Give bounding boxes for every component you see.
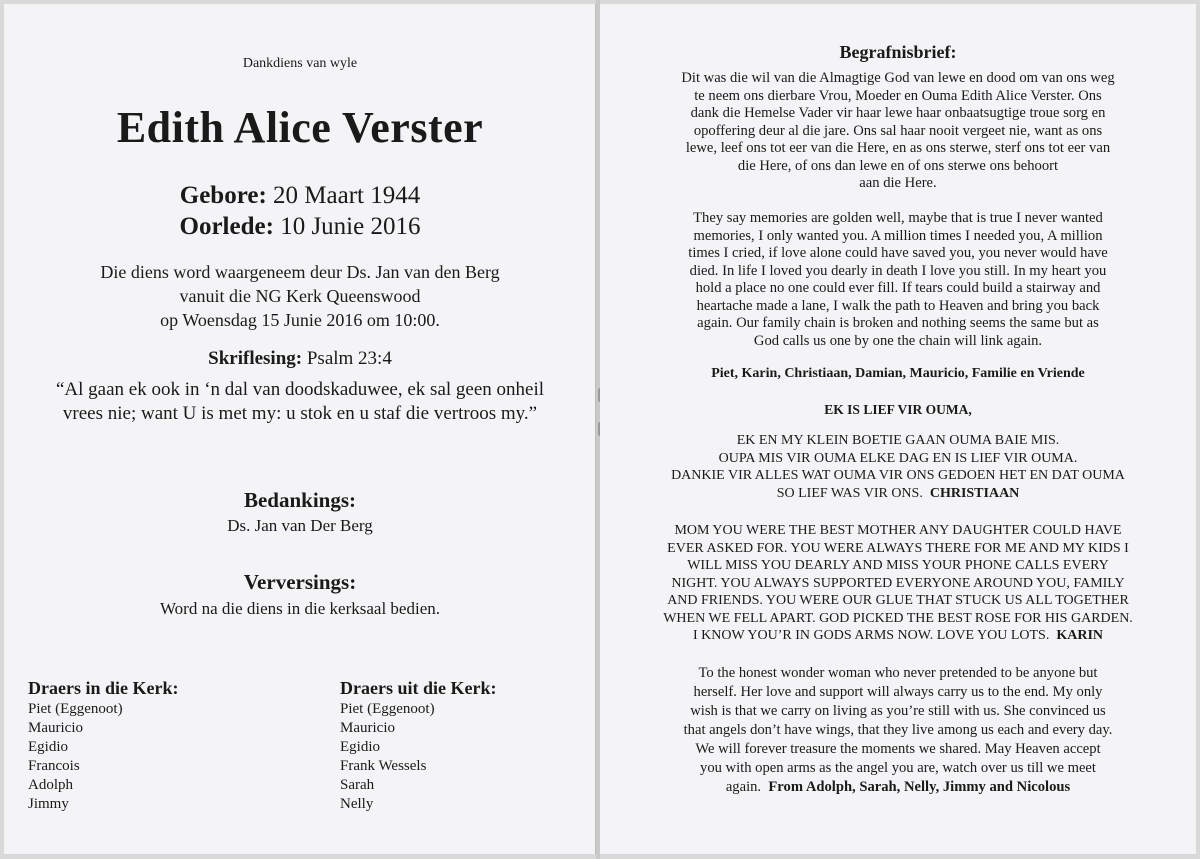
memories-line: They say memories are golden well, maybe that is true I never wanted (693, 210, 1103, 226)
christiaan-title: EK IS LIEF VIR OUMA, (824, 402, 972, 417)
final-message (630, 664, 1166, 797)
karin-signature: KARIN (1056, 628, 1104, 643)
letter-line: Dit was die wil van die Almagtige God van lewe en dood om van ons weg (681, 70, 1115, 86)
final-line-text: again. (725, 779, 762, 795)
born-line (4, 180, 596, 211)
bearer-name: Piet (Eggenoot) (340, 701, 435, 717)
christiaan-message (630, 432, 1166, 502)
karin-line-text: I KNOW YOU’R IN GODS ARMS NOW. LOVE YOU LOTS. (692, 628, 1050, 643)
christiaan-line (630, 485, 1166, 503)
karin-line: AND FRIENDS. YOU WERE OUR GLUE THAT STUCK US ALL TOGETHER (667, 593, 1129, 608)
letter-line: aan die Here. (859, 175, 937, 191)
final-line (630, 778, 1166, 797)
christiaan-line: OUPA MIS VIR OUMA ELKE DAG EN IS LIEF VIR OUMA. (718, 450, 1078, 466)
left-page (4, 4, 596, 854)
bearer-name: Frank Wessels (340, 758, 427, 774)
karin-message (622, 522, 1174, 645)
bearer-name: Mauricio (28, 720, 83, 736)
service-line: Die diens word waargeneem deur Ds. Jan van den Berg (100, 262, 500, 282)
bearers-in (28, 679, 278, 814)
final-line: We will forever treasure the moments we shared. May Heaven accept (695, 741, 1101, 757)
thanks-heading: Bedankings: (243, 488, 357, 512)
bearer-name: Adolph (28, 777, 73, 793)
subtitle: Dankdiens van wyle (242, 56, 358, 71)
bearer-name: Piet (Eggenoot) (28, 701, 123, 717)
karin-line: NIGHT. YOU ALWAYS SUPPORTED EVERYONE AROUND YOU, FAMILY (671, 575, 1125, 591)
dates-block (4, 180, 596, 242)
memories-signature: Piet, Karin, Christiaan, Damian, Mauricio, Familie en Vriende (711, 366, 1085, 381)
service-line: vanuit die NG Kerk Queenswood (179, 286, 421, 306)
christiaan-signature: CHRISTIAAN (929, 485, 1020, 501)
born-value: 20 Maart 1944 (273, 182, 421, 209)
service-line: op Woensdag 15 Junie 2016 om 10:00. (160, 310, 440, 330)
reading-heading (4, 348, 596, 370)
christiaan-line: EK EN MY KLEIN BOETIE GAAN OUMA BAIE MIS. (736, 433, 1060, 448)
final-signature: From Adolph, Sarah, Nelly, Jimmy and Nicolous (768, 779, 1071, 795)
bearers-out-heading: Draers uit die Kerk: (340, 678, 497, 698)
thanks-text: Ds. Jan van Der Berg (227, 516, 373, 535)
born-label: Gebore: (179, 182, 267, 209)
letter-line: opoffering deur al die jare. Ons sal haar nooit vergeet nie, want as ons (693, 122, 1103, 139)
memories-paragraph (630, 210, 1166, 350)
memories-line: memories, I only wanted you. A million times I needed you, A million (693, 227, 1103, 244)
memories-line: times I cried, if love alone could have saved you, you never would have (688, 245, 1108, 261)
karin-line: MOM YOU WERE THE BEST MOTHER ANY DAUGHTER COULD HAVE (674, 523, 1122, 538)
letter-line: die Here, of ons dan lewe en of ons sterwe ons behoort (737, 157, 1059, 174)
karin-line: EVER ASKED FOR. YOU WERE ALWAYS THERE FOR ME AND MY KIDS I (667, 540, 1129, 556)
right-page (600, 4, 1196, 854)
bearer-name: Sarah (340, 777, 375, 793)
final-line: that angels don’t have wings, that they live among us each and every day. (683, 722, 1113, 738)
karin-line (622, 627, 1174, 645)
karin-line: WILL MISS YOU DEARLY AND MISS YOUR PHONE CALLS EVERY (687, 558, 1109, 573)
christiaan-line: DANKIE VIR ALLES WAT OUMA VIR ONS GEDOEN HET EN DAT OUMA (671, 468, 1125, 483)
bearer-name: Jimmy (28, 796, 69, 812)
died-value: 10 Junie 2016 (280, 213, 421, 240)
letter-line: te neem ons dierbare Vrou, Moeder en Ouma Edith Alice Verster. Ons (694, 87, 1102, 104)
refresh-text: Word na die diens in die kerksaal bedien. (160, 599, 440, 618)
letter-line: lewe, leef ons tot eer van die Here, en as ons sterwe, sterf ons tot eer van (685, 140, 1111, 156)
service-info (4, 260, 596, 332)
died-label: Oorlede: (179, 213, 274, 240)
reading-ref: Psalm 23:4 (306, 348, 392, 369)
bearer-name: Egidio (340, 739, 380, 755)
reading-label: Skriflesing: (208, 348, 303, 369)
final-line: herself. Her love and support will always carry us to the end. My only (693, 684, 1103, 700)
bearer-name: Mauricio (340, 720, 395, 736)
bearer-name: Nelly (340, 796, 374, 812)
memories-line: God calls us one by one the chain will link again. (753, 332, 1043, 349)
letter-line: dank die Hemelse Vader vir haar lewe haar onbaatsugtige troue sorg en (690, 105, 1106, 121)
christiaan-line-text: SO LIEF WAS VIR ONS. (776, 485, 923, 501)
letter-heading: Begrafnisbrief: (839, 42, 957, 62)
memories-line: heartache made a lane, I walk the path to Heaven and bring you back (696, 297, 1100, 314)
memories-line: died. In life I loved you dearly in death I love you still. In my heart you (689, 262, 1107, 279)
final-line: To the honest wonder woman who never pretended to be anyone but (698, 665, 1098, 681)
karin-line: WHEN WE FELL APART. GOD PICKED THE BEST ROSE FOR HIS GARDEN. (663, 610, 1133, 626)
deceased-name: Edith Alice Verster (116, 103, 484, 152)
verse-text: “Al gaan ek ook in ‘n dal van doodskaduwee, ek sal geen onheil vrees nie; want U is met my: u stok en u staf die vertroos my.” (55, 379, 545, 424)
bearers-in-heading: Draers in die Kerk: (28, 678, 179, 698)
final-line: wish is that we carry on living as you’re still with us. She convinced us (690, 703, 1106, 719)
bearers-out (340, 679, 580, 814)
bearer-name: Francois (28, 758, 80, 774)
bearer-name: Egidio (28, 739, 68, 755)
died-line (4, 211, 596, 242)
memories-line: hold a place no one could ever fill. If tears could build a stairway and (695, 280, 1101, 296)
memories-line: again. Our family chain is broken and nothing seems the same but as (697, 315, 1099, 331)
refresh-heading: Verversings: (243, 570, 357, 594)
final-line: you with open arms as the angel you are, watch over us till we meet (700, 760, 1096, 776)
letter-paragraph (630, 70, 1166, 193)
